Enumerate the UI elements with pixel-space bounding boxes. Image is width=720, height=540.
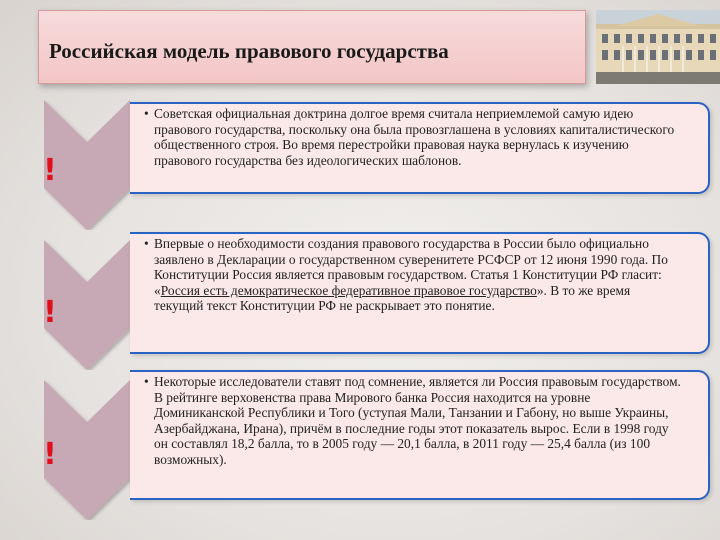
constitution-quote-link[interactable]: Россия есть демократическое федеративное правовое государство: [160, 282, 537, 298]
panel-text: [144, 106, 682, 168]
text-panel-1: [130, 102, 710, 194]
block-text: Советская официальная доктрина долгое время считала неприемлемой самую идею правового государства, поскольку она была провозглашена в условиях капиталистического общественного строя. Во время перестройки правовая наука вернулась к изучению правового государства без идеологических шаблонов.: [154, 106, 675, 168]
bullet-icon: •: [144, 106, 149, 121]
building-photo: [596, 10, 720, 84]
text-panel-2: [130, 232, 710, 354]
page-title: Российская модель правового государства: [49, 39, 449, 63]
text-panel-3: [130, 370, 710, 500]
bullet-icon: •: [144, 236, 149, 251]
title-box: [38, 10, 586, 84]
bullet-icon: •: [144, 374, 149, 389]
block-text: Некоторые исследователи ставят под сомнение, является ли Россия правовым государством. В рейтинге верховенства права Мирового банка Россия находится на уровне Доминиканской Республики и Того (уступая Мали, Танзании и Габону, но выше Украины, Азербайджана, Ирана), причём в последние годы этот показатель вырос. Если в 1998 году он составлял 18,2 балла, то в 2005 году — 20,1 балла, в 2011 году — 25,4 балла (из 100 возможных).: [154, 374, 681, 467]
panel-text: [144, 236, 682, 314]
block-text: Впервые о необходимости создания правового государства в России было официально заявлено в Декларации о государственном суверенитете РСФСР от 12 июня 1990 года. По Конституции Россия является правовым государством. Статья 1 Конституции РФ гласит: «: [154, 236, 668, 298]
exclamation-icon: !: [43, 295, 57, 330]
panel-text: [144, 374, 682, 468]
exclamation-icon: !: [43, 153, 57, 188]
block-text: ». В то же время текущий текст Конституции РФ не раскрывает это понятие.: [154, 282, 631, 314]
exclamation-icon: !: [43, 437, 57, 472]
